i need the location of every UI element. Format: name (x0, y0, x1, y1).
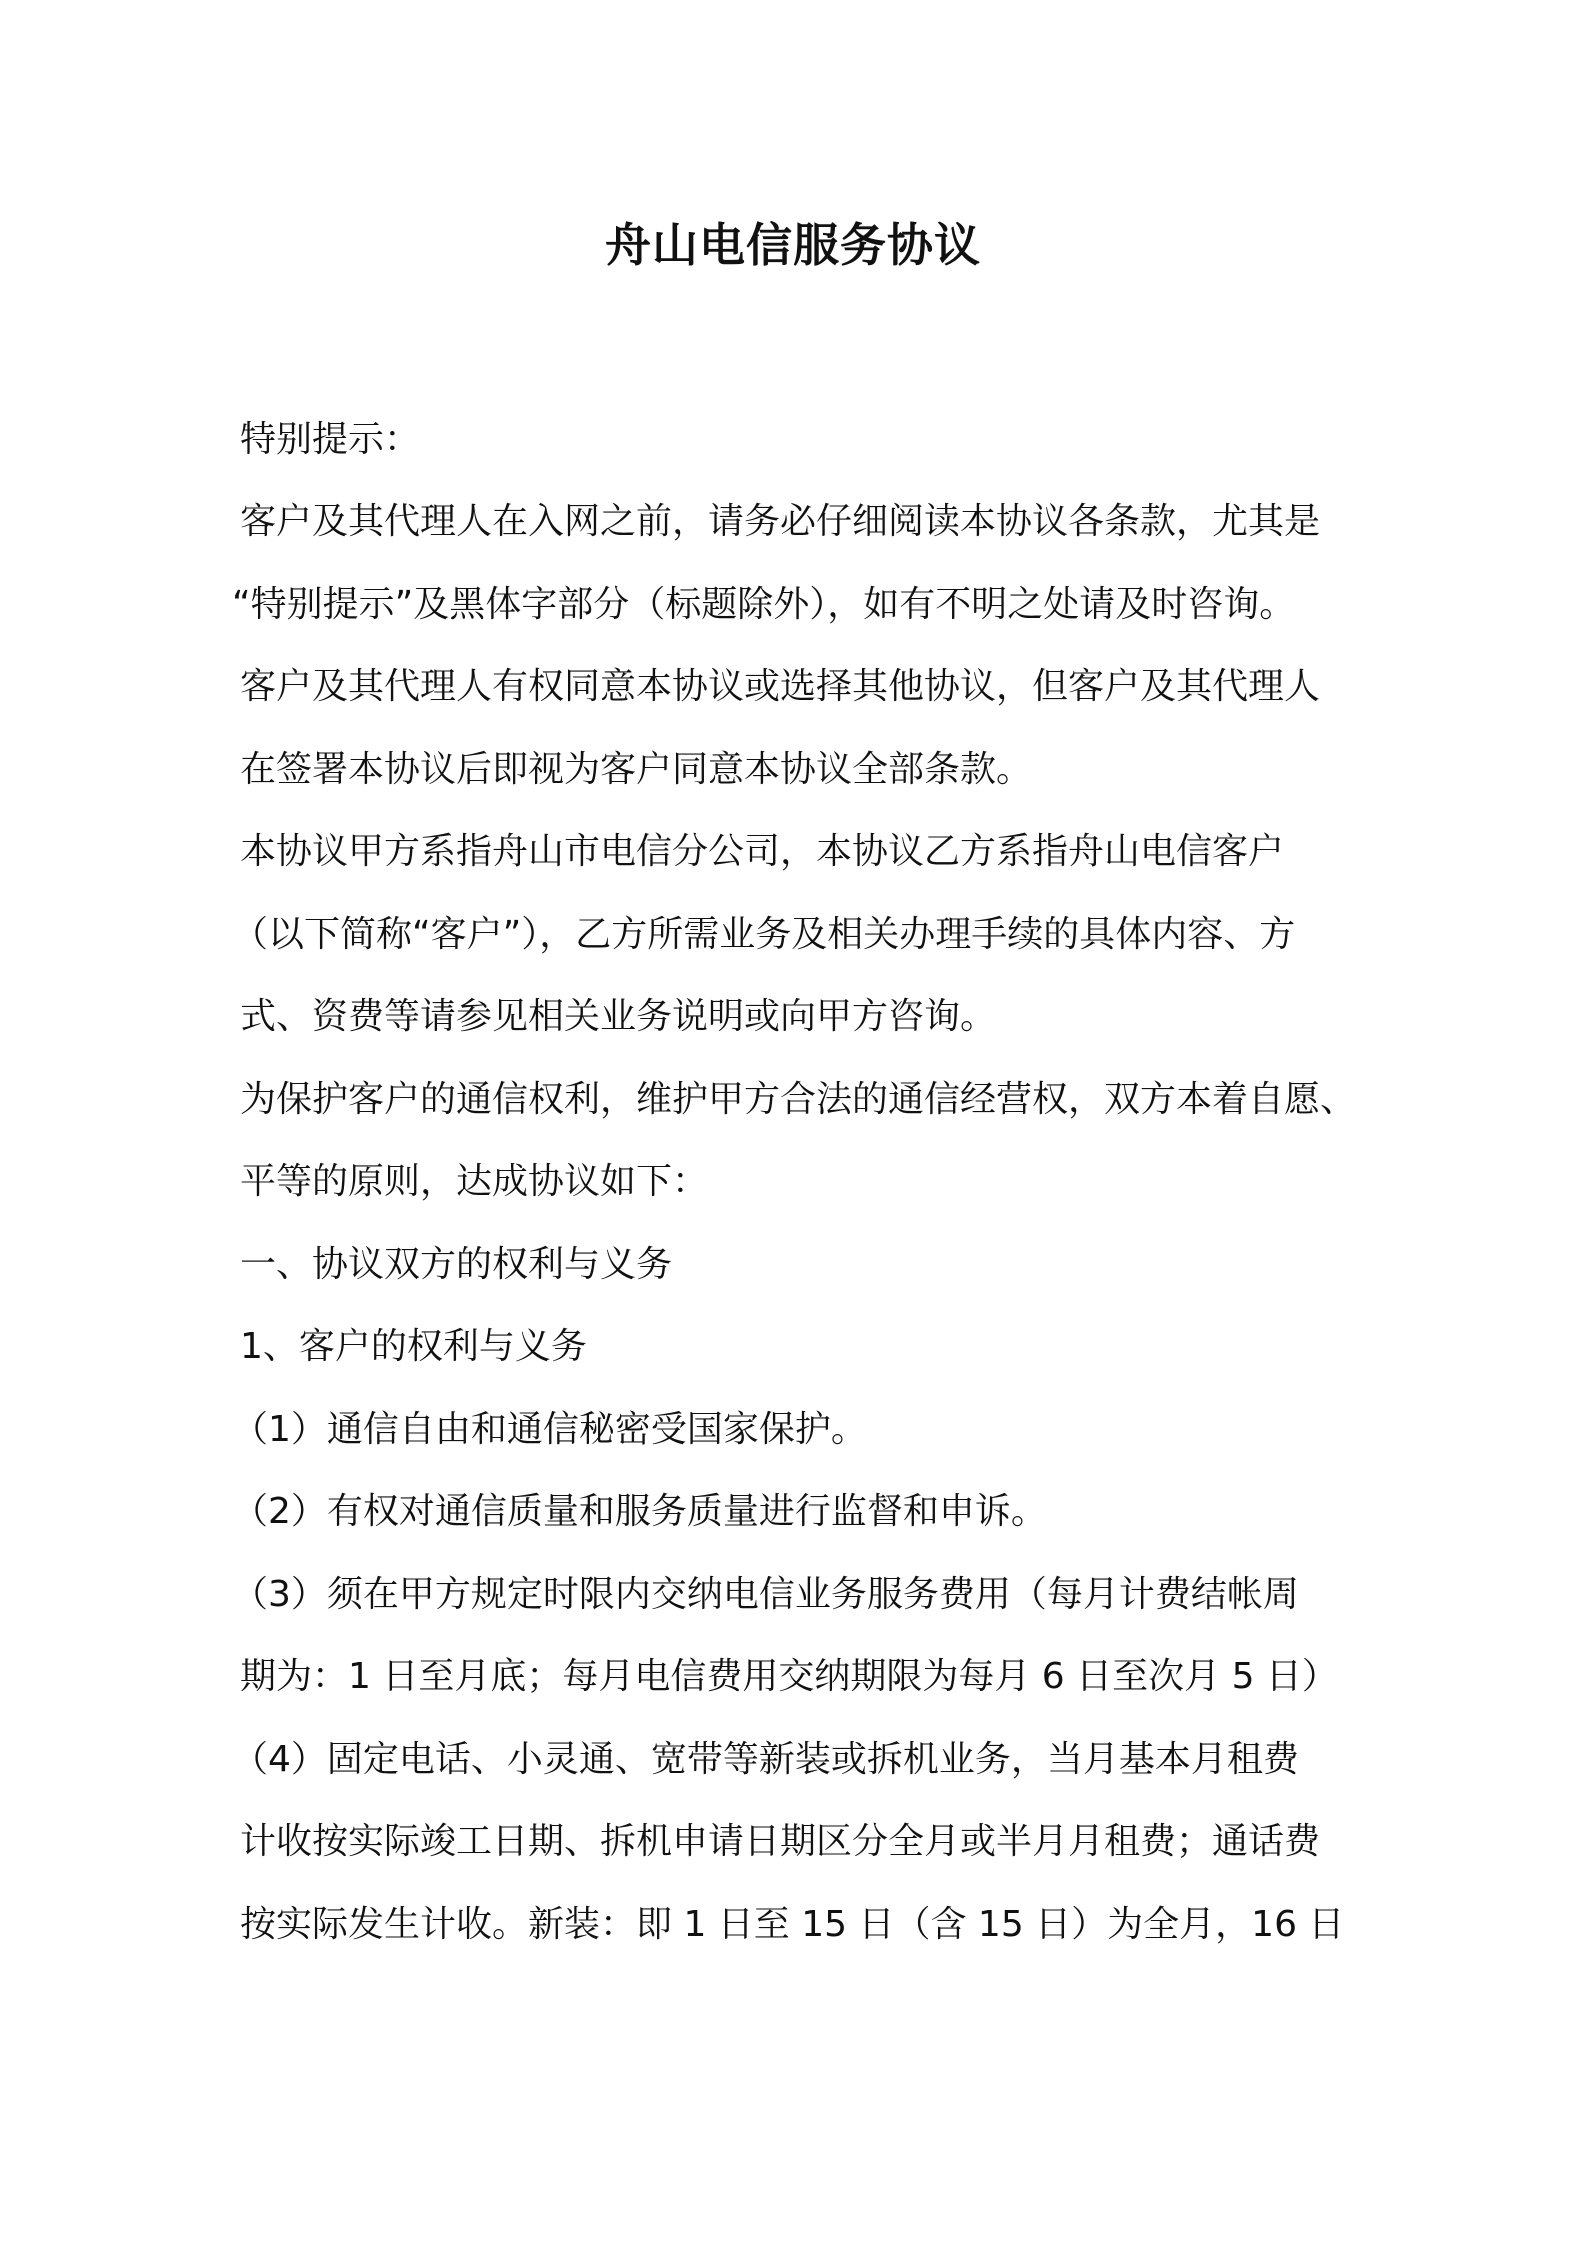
list-item: （2）有权对通信质量和服务质量进行监督和申诉。 (232, 1491, 1047, 1532)
text-line: 为保护客户的通信权利，维护甲方合法的通信经营权，双方本着自愿、 (240, 1079, 1357, 1120)
text-line: 计收按实际竣工日期、拆机申请日期区分全月或半月月租费；通话费 (240, 1821, 1321, 1862)
text-line: 平等的原则，达成协议如下： (240, 1161, 709, 1202)
list-item: （1）通信自由和通信秘密受国家保护。 (232, 1409, 867, 1450)
text-line: 期为：1 日至月底；每月电信费用交纳期限为每月 6 日至次月 5 日） (240, 1656, 1338, 1697)
text-line: 特别提示： (240, 419, 421, 460)
text-line: 按实际发生计收。新装：即 1 日至 15 日（含 15 日）为全月，16 日 (240, 1904, 1345, 1945)
text-line: “特别提示”及黑体字部分（标题除外），如有不明之处请及时咨询。 (232, 584, 1296, 625)
list-item: （3）须在甲方规定时限内交纳电信业务服务费用（每月计费结帐周 (232, 1574, 1299, 1615)
text-line: 客户及其代理人在入网之前，请务必仔细阅读本协议各条款，尤其是 (240, 501, 1321, 542)
text-line: （以下简称“客户”），乙方所需业务及相关办理手续的具体内容、方 (232, 914, 1296, 955)
list-item: （4）固定电话、小灵通、宽带等新装或拆机业务，当月基本月租费 (232, 1739, 1299, 1780)
text-line: 式、资费等请参见相关业务说明或向甲方咨询。 (240, 996, 997, 1037)
text-line: 本协议甲方系指舟山市电信分公司，本协议乙方系指舟山电信客户 (240, 831, 1285, 872)
subsection-heading: 1、客户的权利与义务 (240, 1326, 587, 1367)
section-heading: 一、协议双方的权利与义务 (240, 1244, 673, 1285)
text-line: 客户及其代理人有权同意本协议或选择其他协议，但客户及其代理人 (240, 666, 1321, 707)
document-title: 舟山电信服务协议 (605, 218, 981, 272)
text-line: 在签署本协议后即视为客户同意本协议全部条款。 (240, 749, 1033, 790)
